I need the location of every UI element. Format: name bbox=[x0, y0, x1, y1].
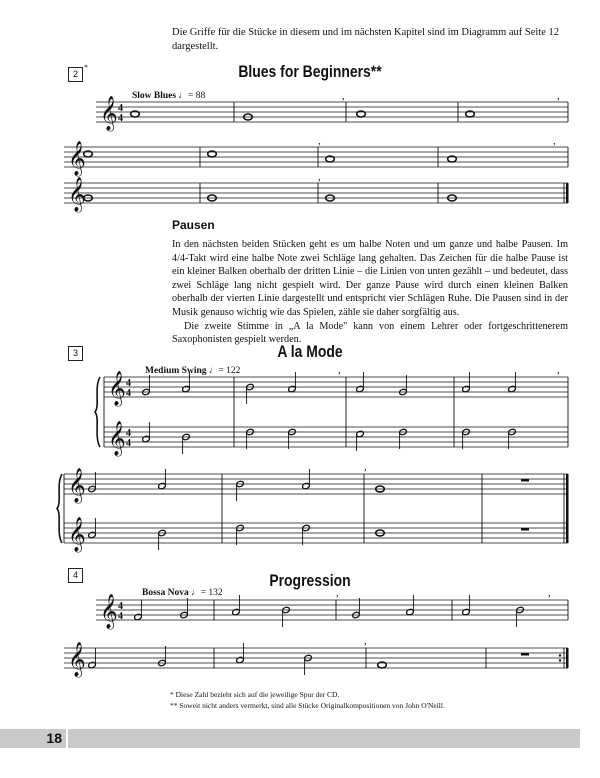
time-signature: 4 bbox=[126, 438, 131, 449]
treble-clef-icon: 𝄞 bbox=[100, 595, 118, 628]
footnote-marker: * bbox=[84, 63, 88, 72]
final-barline bbox=[566, 474, 569, 543]
treble-clef-icon: 𝄞 bbox=[68, 469, 86, 502]
treble-clef-icon: 𝄞 bbox=[68, 518, 86, 551]
treble-clef-icon: 𝄞 bbox=[100, 97, 118, 130]
tempo-value: = 88 bbox=[187, 91, 206, 101]
breath-mark-icon: , bbox=[364, 635, 367, 647]
paragraph: In den nächsten beiden Stücken geht es um halbe Noten und um ganze und halbe Pausen. Im 4/4-Takt wird eine halbe Note zwei Schläge lang gehalten. Das Zeichen für die halbe Pause ist ein kleiner Balken oberhalb der dritten Linie – die Linien von unten gezählt – und bedeutet, dass zwei Schläge lang nicht gespielt wird. Der ganze Pause wird durch einen kleinen Balken oberhalb der vierten Linie dargestellt und entspricht vier Schlägen Ruhe. Die Pausen sind in der Musik genauso wichtig wie das Spielen, zähle sie daher sorgfältig aus. bbox=[172, 239, 568, 318]
treble-clef-icon: 𝄞 bbox=[108, 422, 126, 455]
breath-mark-icon: , bbox=[557, 90, 560, 102]
whole-rest bbox=[521, 653, 529, 656]
repeat-dot bbox=[559, 659, 561, 661]
footnote: * Diese Zahl bezieht sich auf die jeweilige Spur der CD. bbox=[170, 690, 340, 699]
tempo-label: Slow Blues bbox=[132, 91, 177, 101]
time-signature: 4 bbox=[118, 113, 123, 124]
tempo-label: Medium Swing bbox=[145, 366, 207, 376]
treble-clef-icon: 𝄞 bbox=[68, 178, 86, 211]
breath-mark-icon: , bbox=[548, 587, 551, 599]
time-signature: 4 bbox=[126, 378, 131, 389]
breath-mark-icon: , bbox=[336, 587, 339, 599]
breath-mark-icon: , bbox=[318, 171, 321, 183]
breath-mark-icon: , bbox=[553, 135, 556, 147]
time-signature: 4 bbox=[126, 388, 131, 399]
track-number-box: 2 bbox=[68, 67, 83, 82]
piece-title: Progression bbox=[269, 571, 351, 590]
breath-mark-icon: , bbox=[338, 364, 341, 376]
time-signature: 4 bbox=[118, 611, 123, 622]
breath-mark-icon: , bbox=[342, 90, 345, 102]
track-number-box: 3 bbox=[68, 346, 83, 361]
piece-title: A la Mode bbox=[277, 342, 343, 361]
tempo-value: = 132 bbox=[200, 588, 223, 598]
time-signature: 4 bbox=[126, 428, 131, 439]
repeat-dot bbox=[559, 654, 561, 656]
breath-mark-icon: , bbox=[318, 135, 321, 147]
final-barline bbox=[566, 183, 569, 203]
intro-text: Die Griffe für die Stücke in diesem und im nächsten Kapitel sind im Diagramm auf Seite 12 dargestellt. bbox=[172, 27, 560, 52]
quarter-note-icon: ♩ bbox=[178, 91, 188, 101]
page-number: 18 bbox=[0, 729, 66, 748]
piece-title: Blues for Beginners** bbox=[238, 62, 382, 81]
quarter-note-icon: ♩ bbox=[191, 588, 201, 598]
treble-clef-icon: 𝄞 bbox=[108, 372, 126, 405]
treble-clef-icon: 𝄞 bbox=[68, 643, 86, 676]
time-signature: 4 bbox=[118, 103, 123, 114]
treble-clef-icon: 𝄞 bbox=[68, 142, 86, 175]
time-signature: 4 bbox=[118, 601, 123, 612]
section-heading: Pausen bbox=[172, 218, 215, 232]
final-barline bbox=[566, 648, 569, 668]
quarter-note-icon: ♩ bbox=[208, 366, 219, 376]
system-brace bbox=[95, 377, 100, 447]
breath-mark-icon: , bbox=[364, 461, 367, 473]
breath-mark-icon: , bbox=[557, 364, 560, 376]
paragraph: Die zweite Stimme in „A la Mode" kann von einem Lehrer oder fortgeschrittenerem Saxophonisten gespielt werden. bbox=[172, 320, 568, 346]
tempo-label: Bossa Nova bbox=[142, 588, 189, 598]
whole-rest bbox=[521, 479, 529, 482]
system-brace bbox=[57, 474, 62, 543]
tempo-value: = 122 bbox=[218, 366, 241, 376]
track-number-box: 4 bbox=[68, 568, 83, 583]
footnote: ** Soweit nicht anders vermerkt, sind alle Stücke Originalkompositionen von John O'Neill. bbox=[170, 701, 445, 710]
whole-rest bbox=[521, 528, 529, 531]
